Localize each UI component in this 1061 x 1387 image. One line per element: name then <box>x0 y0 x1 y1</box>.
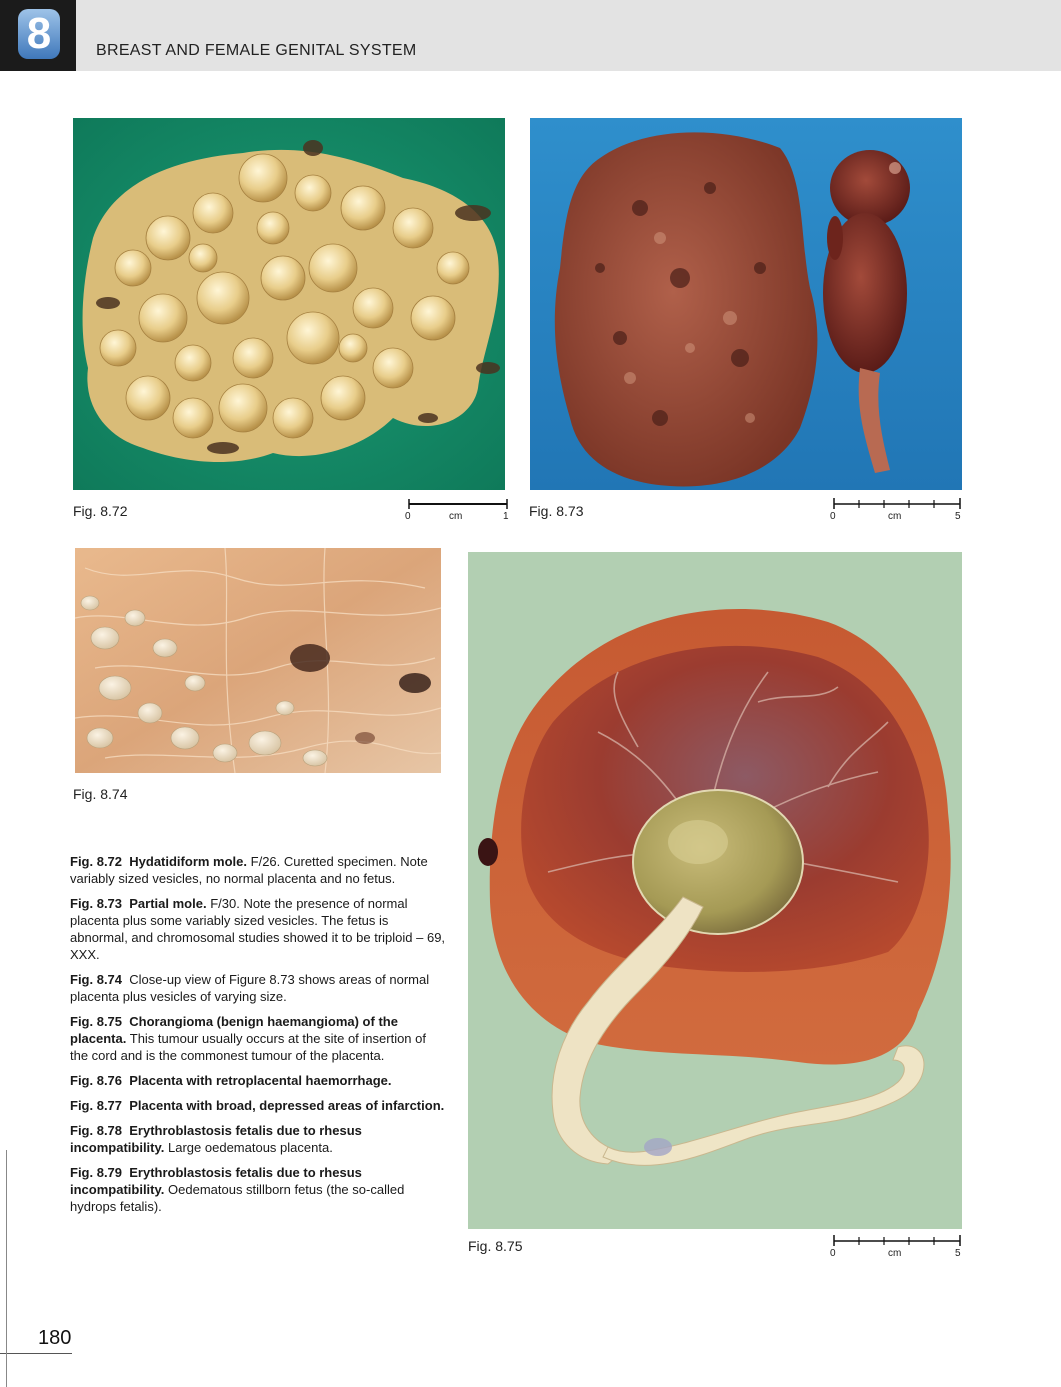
caption-fig-8-76 <box>70 1072 446 1089</box>
caption-title: Hydatidiform mole. <box>129 854 248 869</box>
figure-8-75-scale-end: 5 <box>955 1248 961 1259</box>
figure-8-75-scale-unit: cm <box>888 1248 902 1259</box>
caption-text: Large oedematous placenta. <box>168 1140 333 1155</box>
figure-8-74-image <box>75 548 441 773</box>
figure-8-72-scale-start: 0 <box>405 511 411 522</box>
figure-8-73-image <box>530 118 962 490</box>
figure-8-73-scale-end: 5 <box>955 511 961 522</box>
caption-fig-8-75 <box>70 1013 446 1064</box>
caption-fig-8-77 <box>70 1097 446 1114</box>
figure-8-73-scale-start: 0 <box>830 511 836 522</box>
caption-title: Erythroblastosis fetalis due to rhesus incompatibility. <box>70 1123 362 1155</box>
caption-ref: Fig. 8.72 <box>70 854 123 869</box>
figure-8-75-scalebar <box>833 1234 961 1246</box>
caption-fig-8-72 <box>70 853 446 887</box>
footer-rule <box>0 1353 72 1354</box>
caption-title: Placenta with broad, depressed areas of infarction. <box>129 1098 445 1113</box>
caption-fig-8-73 <box>70 895 446 963</box>
figure-8-75-scale-start: 0 <box>830 1248 836 1259</box>
caption-ref: Fig. 8.78 <box>70 1123 123 1138</box>
caption-text: F/30. Note the presence of normal placenta plus some variably sized vesicles. The fetus is abnormal, and chromosomal studies showed it to be triploid – 69, XXX. <box>70 896 446 962</box>
figure-8-72-scalebar <box>408 497 508 509</box>
caption-title: Placenta with retroplacental haemorrhage. <box>129 1073 392 1088</box>
figure-8-72-scale-unit: cm <box>449 511 463 522</box>
figure-8-75-label: Fig. 8.75 <box>468 1238 523 1254</box>
caption-title: Partial mole. <box>129 896 207 911</box>
margin-rule <box>6 1150 7 1387</box>
figure-8-73-label: Fig. 8.73 <box>529 503 584 519</box>
caption-text: Oedematous stillborn fetus (the so-called hydrops fetalis). <box>70 1182 405 1214</box>
caption-fig-8-74 <box>70 971 446 1005</box>
caption-text: F/26. Curetted specimen. Note variably sized vesicles, no normal placenta and no fetus. <box>70 854 428 886</box>
caption-text: This tumour usually occurs at the site of insertion of the cord and is the commonest tumour of the placenta. <box>70 1031 426 1063</box>
figure-8-74-label: Fig. 8.74 <box>73 786 128 802</box>
chapter-title: BREAST AND FEMALE GENITAL SYSTEM <box>96 42 417 59</box>
figure-8-72-label: Fig. 8.72 <box>73 503 128 519</box>
caption-ref: Fig. 8.73 <box>70 896 123 911</box>
caption-ref: Fig. 8.77 <box>70 1098 123 1113</box>
chapter-tab <box>0 0 76 71</box>
caption-fig-8-79 <box>70 1164 446 1215</box>
caption-ref: Fig. 8.75 <box>70 1014 123 1029</box>
chapter-number: 8 <box>18 9 60 59</box>
figure-captions <box>70 853 446 1223</box>
caption-text: Close-up view of Figure 8.73 shows areas of normal placenta plus vesicles of varying size. <box>70 972 430 1004</box>
caption-ref: Fig. 8.76 <box>70 1073 123 1088</box>
figure-8-73-scale-unit: cm <box>888 511 902 522</box>
figure-8-73-scalebar <box>833 497 961 509</box>
figure-8-72-image <box>73 118 505 490</box>
page-number: 180 <box>38 1327 72 1349</box>
figure-8-72-scale-end: 1 <box>503 511 509 522</box>
caption-title: Chorangioma (benign haemangioma) of the placenta. <box>70 1014 398 1046</box>
caption-ref: Fig. 8.74 <box>70 972 123 987</box>
caption-ref: Fig. 8.79 <box>70 1165 123 1180</box>
running-header <box>0 0 1061 71</box>
caption-title: Erythroblastosis fetalis due to rhesus incompatibility. <box>70 1165 362 1197</box>
caption-fig-8-78 <box>70 1122 446 1156</box>
figure-8-75-image <box>468 552 962 1229</box>
